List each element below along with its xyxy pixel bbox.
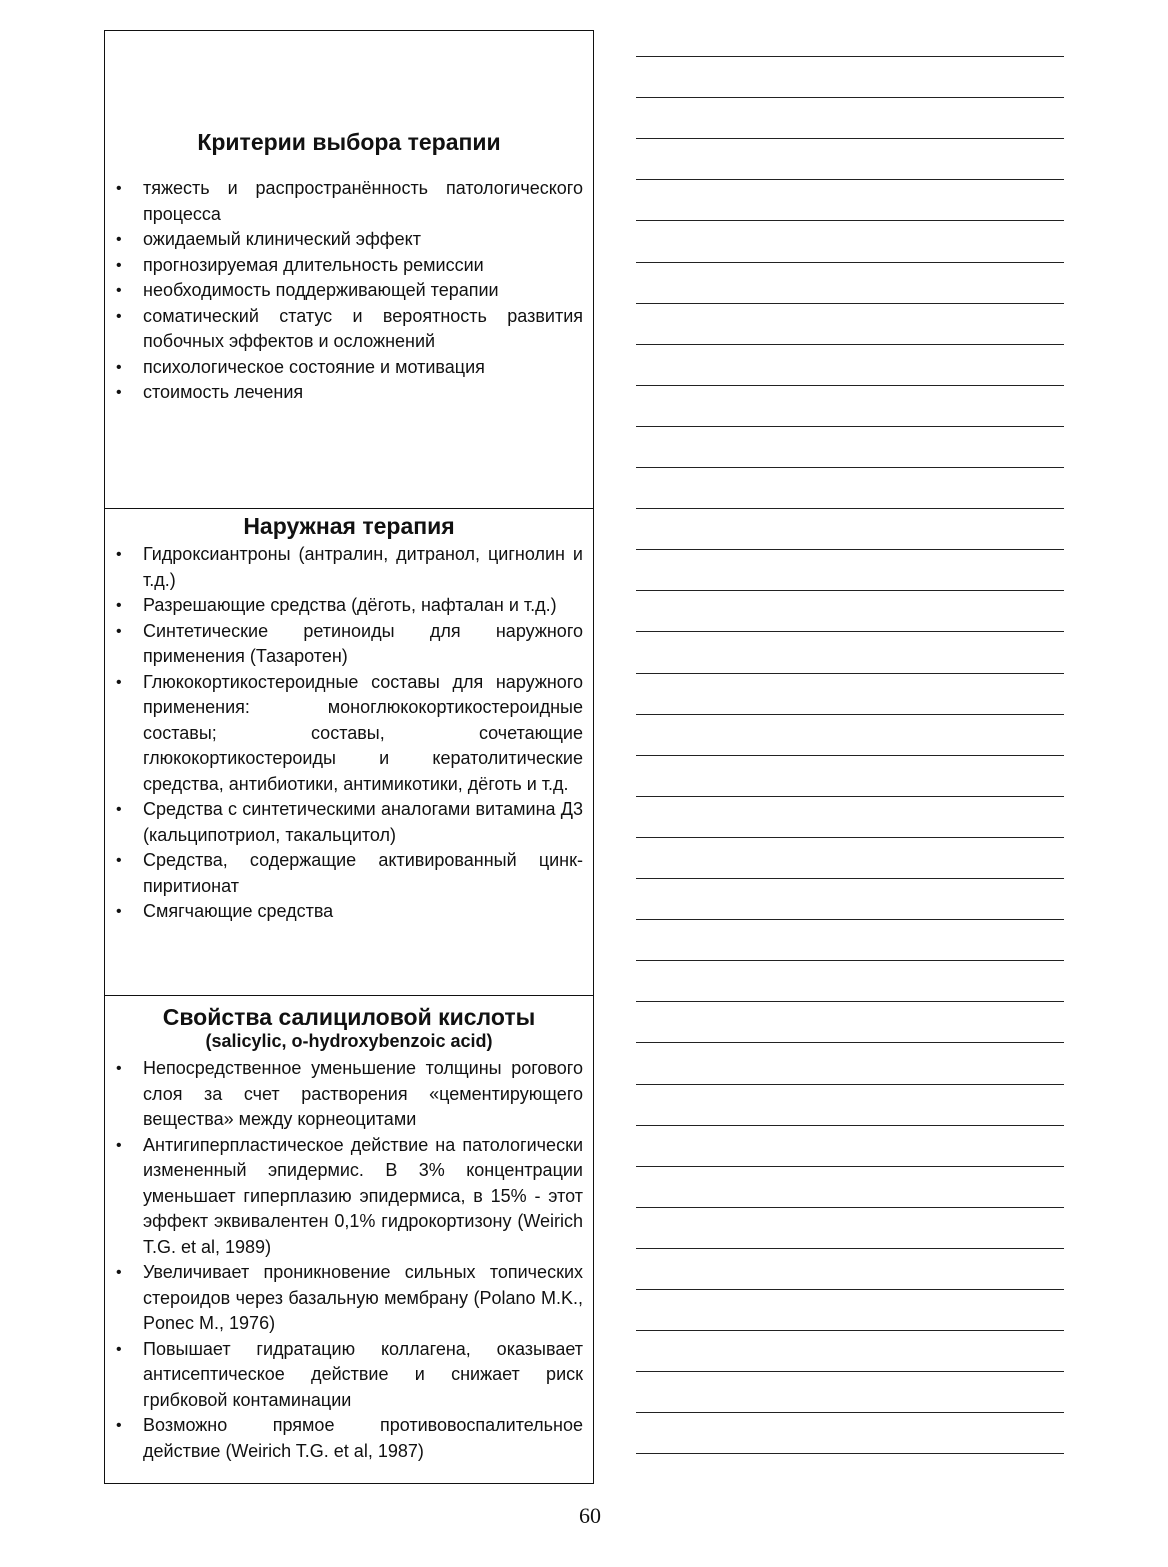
list-item: • Смягчающие средства (143, 899, 583, 925)
list-item: • психологическое состояние и мотивация (143, 355, 583, 381)
list-item: • Непосредственное уменьшение толщины рогового слоя за счет растворения «цементирующего вещества» между корнеоцитами (143, 1056, 583, 1133)
note-line (636, 467, 1064, 468)
section-subtitle: (salicylic, o-hydroxybenzoic acid) (205, 1031, 493, 1051)
section-title: Свойства салициловой кислоты (162, 1004, 536, 1030)
list-item: • стоимость лечения (143, 380, 583, 406)
bullet-list (105, 1056, 593, 1464)
note-line (636, 1453, 1064, 1454)
list-item: • Гидроксиантроны (антралин, дитранол, цигнолин и т.д.) (143, 542, 583, 593)
note-line (636, 590, 1064, 591)
list-item: • Глюкокортикостероидные составы для наружного применения: моноглюкокортикостероидные составы; составы, сочетающие глюкокортикостероиды и кератолитические средства, антибиотики, антимикотики, дёготь и т.д. (143, 670, 583, 798)
section-title: Критерии выбора терапии (197, 129, 501, 155)
note-line (636, 1125, 1064, 1126)
note-line (636, 344, 1064, 345)
list-item: • Синтетические ретиноиды для наружного применения (Тазаротен) (143, 619, 583, 670)
content-box (104, 30, 594, 1484)
list-item: • Увеличивает проникновение сильных топических стероидов через базальную мембрану (Polano M.K., Ponec M., 1976) (143, 1260, 583, 1337)
note-line (636, 385, 1064, 386)
note-line (636, 960, 1064, 961)
note-line (636, 878, 1064, 879)
note-line (636, 549, 1064, 550)
note-line (636, 1248, 1064, 1249)
note-line (636, 1371, 1064, 1372)
bullet-list (105, 542, 593, 925)
note-line (636, 1412, 1064, 1413)
note-line (636, 1042, 1064, 1043)
note-line (636, 138, 1064, 139)
section-therapy-criteria (105, 31, 593, 508)
bullet-list (105, 176, 593, 406)
note-line (636, 262, 1064, 263)
note-line (636, 714, 1064, 715)
list-item: • прогнозируемая длительность ремиссии (143, 253, 583, 279)
list-item: • тяжесть и распространённость патологического процесса (143, 176, 583, 227)
note-line (636, 796, 1064, 797)
note-line (636, 919, 1064, 920)
section-title: Наружная терапия (243, 513, 455, 539)
list-item: • Средства с синтетическими аналогами витамина Д3 (кальципотриол, такальцитол) (143, 797, 583, 848)
note-line (636, 97, 1064, 98)
note-line (636, 179, 1064, 180)
note-line (636, 631, 1064, 632)
list-item: • Антигиперпластическое действие на патологически измененный эпидермис. В 3% концентрации уменьшает гиперплазию эпидермиса, в 15% - этот эффект эквивалентен 0,1% гидрокортизону (Weirich T.G. et al, 1989) (143, 1133, 583, 1261)
note-line (636, 1166, 1064, 1167)
note-line (636, 1001, 1064, 1002)
note-line (636, 1207, 1064, 1208)
list-item: • Разрешающие средства (дёготь, нафталан и т.д.) (143, 593, 583, 619)
list-item: • соматический статус и вероятность развития побочных эффектов и осложнений (143, 304, 583, 355)
list-item: • необходимость поддерживающей терапии (143, 278, 583, 304)
note-line (636, 508, 1064, 509)
list-item: • Средства, содержащие активированный цинк-пиритионат (143, 848, 583, 899)
note-line (636, 1330, 1064, 1331)
page-number: 60 (579, 1503, 601, 1528)
list-item: • Возможно прямое противовоспалительное действие (Weirich T.G. et al, 1987) (143, 1413, 583, 1464)
note-line (636, 755, 1064, 756)
note-line (636, 426, 1064, 427)
note-line (636, 837, 1064, 838)
note-line (636, 56, 1064, 57)
note-line (636, 673, 1064, 674)
note-line (636, 1289, 1064, 1290)
section-salicylic-acid (105, 995, 593, 1483)
list-item: • ожидаемый клинический эффект (143, 227, 583, 253)
list-item: • Повышает гидратацию коллагена, оказывает антисептическое действие и снижает риск грибковой контаминации (143, 1337, 583, 1414)
section-external-therapy (105, 508, 593, 995)
note-line (636, 303, 1064, 304)
note-line (636, 1084, 1064, 1085)
note-line (636, 220, 1064, 221)
